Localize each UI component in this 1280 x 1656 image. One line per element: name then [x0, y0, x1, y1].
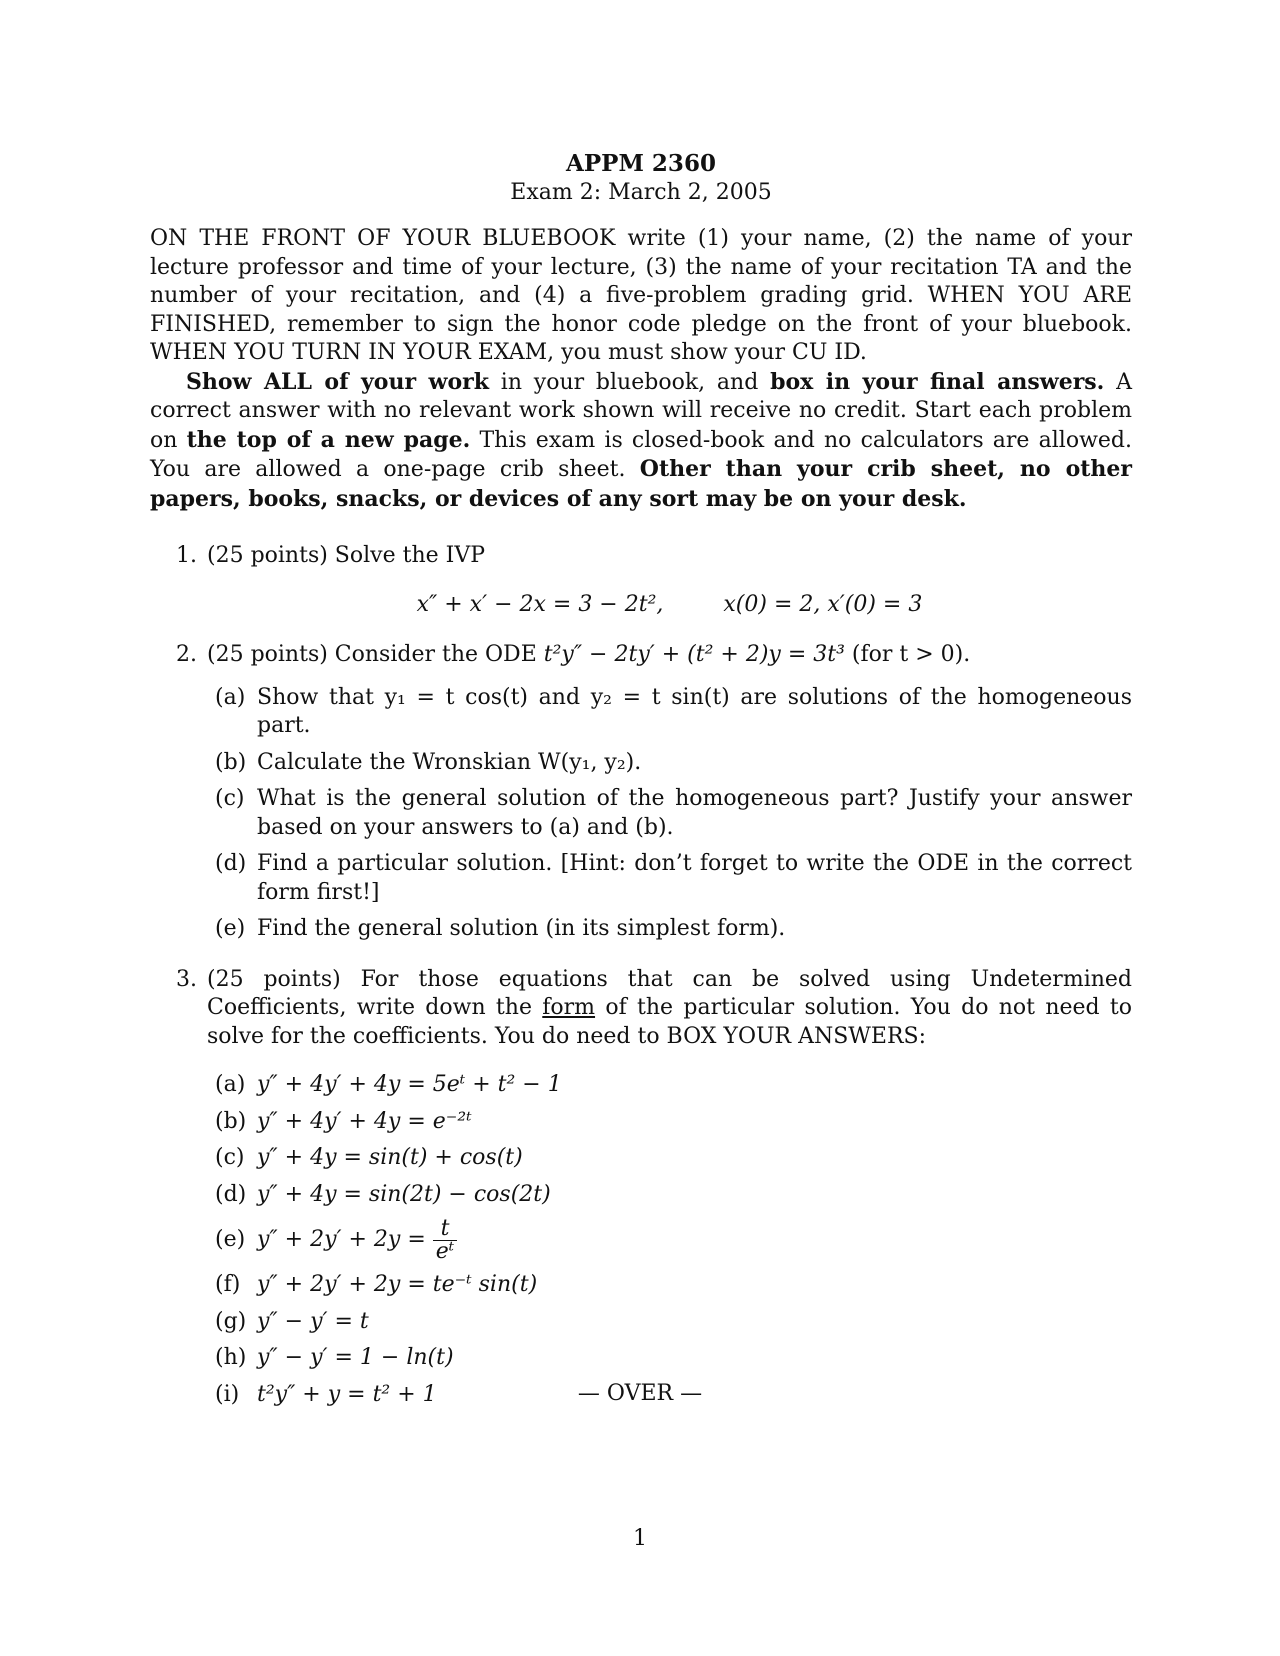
- underlined-word: form: [542, 995, 596, 1020]
- subpart-equation: y″ − y′ = t: [257, 1308, 369, 1334]
- subpart-label: (f): [215, 1272, 241, 1297]
- subpart-equation: y″ − y′ = 1 − ln(t): [257, 1345, 454, 1370]
- subpart-b: [207, 1108, 1132, 1137]
- subpart-label: (d): [215, 851, 247, 876]
- subpart-equation: t²y″ + y = t² + 1: [257, 1381, 437, 1407]
- subpart-label: (i): [215, 1381, 240, 1407]
- subpart-text: Find a particular solution. [Hint: don’t forget to write the ODE in the correct form first!]: [257, 851, 1132, 905]
- subpart-label: (c): [215, 786, 245, 811]
- subpart-d: [207, 850, 1132, 907]
- course-title: APPM 2360: [566, 150, 716, 177]
- subpart-label: (e): [215, 1227, 246, 1252]
- problem-2: [150, 641, 1132, 944]
- subpart-text: What is the general solution of the homogeneous part? Justify your answer based on your answers to (a) and (b).: [257, 786, 1132, 840]
- subpart-e: [207, 1217, 1132, 1263]
- text-run-2: A correct answer with no relevant work shown will receive no credit. Start each problem on: [150, 369, 1133, 453]
- subpart-d: [207, 1181, 1132, 1210]
- subpart-equation: y″ + 4y = sin(t) + cos(t): [257, 1145, 523, 1170]
- problem-number: 1.: [176, 543, 197, 568]
- subpart-equation: y″ + 2y′ + 2y =: [257, 1227, 433, 1252]
- subpart-c: [207, 1144, 1132, 1173]
- ode-equation: x″ + x′ − 2x = 3 − 2t²,: [416, 591, 664, 617]
- subpart-label: (d): [215, 1181, 247, 1207]
- fraction: [433, 1215, 457, 1264]
- subpart-equation: y″ + 2y′ + 2y = te⁻ᵗ sin(t): [257, 1272, 538, 1297]
- subpart-a: [207, 684, 1132, 741]
- bold-phrase-1: Show ALL of your work: [186, 368, 489, 395]
- problem-number: 3.: [176, 966, 197, 992]
- problem-1: [150, 542, 1132, 619]
- subpart-list: [207, 684, 1132, 944]
- subpart-text: Find the general solution (in its simplest form).: [257, 916, 786, 941]
- exam-content: [150, 150, 1132, 1431]
- problem-text: (25 points) Solve the IVP: [207, 543, 486, 568]
- instructions-paragraph-1: ON THE FRONT OF YOUR BLUEBOOK write (1) your name, (2) the name of your lecture professor and time of your lecture, (3) the name of your recitation TA and the number of your recitation, and (4) a five-problem grading grid. WHEN YOU ARE FINISHED, remember to sign the honor code pledge on the front of your bluebook. WHEN YOU TURN IN YOUR EXAM, you must show your CU ID.: [150, 226, 1132, 365]
- fraction-numerator: t: [433, 1218, 457, 1241]
- fraction-denominator: eᵗ: [435, 1238, 455, 1264]
- subpart-text: Show that y₁ = t cos(t) and y₂ = t sin(t) are solutions of the homogeneous part.: [257, 684, 1132, 738]
- subpart-equation: y″ + 4y = sin(2t) − cos(2t): [257, 1181, 551, 1207]
- subpart-label: (h): [215, 1345, 247, 1370]
- problem-text: (25 points) For those equations that can be solved using Undetermined Coefficients, write down the: [207, 966, 1132, 1020]
- subpart-label: (b): [215, 749, 247, 775]
- subpart-label: (a): [215, 1072, 246, 1097]
- problem-number: 2.: [176, 642, 197, 667]
- subpart-label: (c): [215, 1145, 245, 1170]
- text-run-1: in your bluebook, and: [488, 369, 771, 395]
- subpart-g: [207, 1308, 1132, 1337]
- subpart-f: [207, 1271, 1132, 1300]
- bold-phrase-3: the top of a new page.: [186, 426, 471, 453]
- problem-3: [150, 966, 1132, 1410]
- problem-text-suffix: (for t > 0).: [844, 642, 971, 667]
- text-run-3: This exam is closed-book and no calculators are allowed. You are allowed a one-page crib sheet.: [150, 427, 1132, 482]
- exam-date: Exam 2: March 2, 2005: [510, 179, 772, 205]
- subpart-label: (a): [215, 684, 246, 710]
- subpart-c: [207, 785, 1132, 842]
- ivp-equation: [207, 591, 1132, 620]
- problem-list: [150, 542, 1132, 1409]
- bold-phrase-4: Other than your crib sheet, no other papers, books, snacks, or devices of any sort may be on your desk.: [150, 456, 1132, 512]
- subpart-list: [207, 1071, 1132, 1409]
- subpart-text: Calculate the Wronskian W(y₁, y₂).: [257, 749, 642, 775]
- subpart-label: (b): [215, 1108, 247, 1134]
- subpart-equation: y″ + 4y′ + 4y = e⁻²ᵗ: [257, 1108, 472, 1134]
- subpart-a: [207, 1071, 1132, 1100]
- problem-text: (25 points) Consider the ODE: [207, 642, 544, 667]
- over-indicator: — OVER —: [577, 1381, 703, 1406]
- ode-equation: t²y″ − 2ty′ + (t² + 2)y = 3t³: [543, 642, 845, 667]
- page-number: 1: [633, 1526, 647, 1551]
- subpart-label: (g): [215, 1308, 247, 1334]
- initial-conditions: x(0) = 2, x′(0) = 3: [723, 591, 923, 617]
- subpart-e: [207, 915, 1132, 944]
- bold-phrase-2: box in your final answers.: [770, 368, 1105, 395]
- subpart-h: [207, 1344, 1132, 1373]
- problem-text-suffix: of the particular solution. You do not need to solve for the coefficients. You do need to BOX YOUR ANSWERS:: [207, 995, 1132, 1049]
- subpart-label: (e): [215, 916, 246, 941]
- subpart-equation: y″ + 4y′ + 4y = 5eᵗ + t² − 1: [257, 1072, 562, 1097]
- subpart-b: [207, 749, 1132, 778]
- instructions-paragraph-2: [150, 368, 1132, 515]
